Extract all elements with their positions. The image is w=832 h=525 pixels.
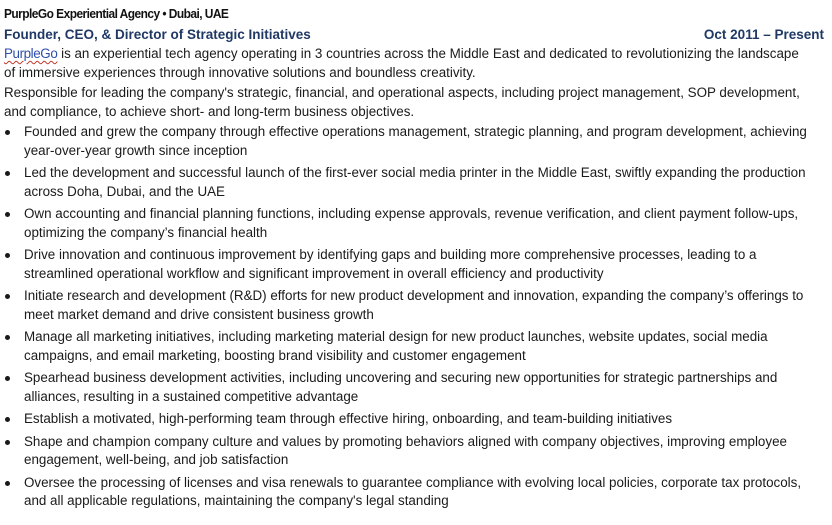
bullet-icon (5, 376, 10, 381)
intro-text: is an experiential tech agency operating in 3 countries across the Middle East and dedicated to revolutionizing the landscape of immersive experiences through innovative solutions and boundless creativity. (4, 46, 799, 80)
list-item-text: Oversee the processing of licenses and visa renewals to guarantee compliance with evolving local policies, corporate tax protocols, and all applicable regulations, maintaining the company's legal standing (24, 474, 802, 508)
responsibility-paragraph: Responsible for leading the company's strategic, financial, and operational aspects, including project management, SOP development, and compliance, to achieve short- and long-term business objectives. (4, 85, 800, 119)
company-line: PurpleGo Experiential Agency • Dubai, UAE (4, 6, 229, 21)
list-item (4, 205, 812, 242)
bullet-icon (5, 294, 10, 299)
role-dates: Oct 2011 – Present (703, 27, 824, 42)
bullet-icon (5, 417, 10, 422)
role-title: Founder, CEO, & Director of Strategic Initiatives (4, 27, 311, 42)
list-item (4, 246, 812, 283)
list-item-text: Founded and grew the company through effective operations management, strategic planning, and program development, achieving year-over-year growth since inception (24, 124, 807, 158)
bullet-icon (5, 212, 10, 217)
list-item (4, 287, 812, 324)
bullet-icon (5, 335, 10, 340)
list-item-text: Own accounting and financial planning functions, including expense approvals, revenue verification, and client payment follow-ups, optimizing the company’s financial health (24, 206, 799, 240)
list-item-text: Shape and champion company culture and values by promoting behaviors aligned with company objectives, improving employee engagement, well-being, and job satisfaction (24, 433, 787, 467)
bullet-icon (5, 440, 10, 445)
list-item (4, 433, 812, 470)
list-item (4, 369, 812, 406)
bullet-icon (5, 481, 10, 486)
bullet-icon (5, 130, 10, 135)
bullet-icon (5, 171, 10, 176)
role-row (4, 26, 824, 43)
list-item (4, 474, 812, 511)
list-item-text: Spearhead business development activities, including uncovering and securing new opportunities for strategic partnerships and alliances, resulting in a sustained competitive advantage (24, 370, 778, 404)
list-item (4, 123, 812, 160)
list-item-text: Drive innovation and continuous improvement by identifying gaps and building more comprehensive processes, leading to a streamlined operational workflow and significant improvement in overall efficiency and productivity (24, 247, 757, 281)
list-item-text: Initiate research and development (R&D) efforts for new product development and innovation, expanding the company’s offerings to meet market demand and drive consistent business growth (24, 288, 804, 322)
list-item (4, 164, 812, 201)
intro-paragraph (4, 45, 812, 82)
brand-name: PurpleGo (4, 46, 58, 61)
list-item-text: Manage all marketing initiatives, including marketing material design for new product launches, website updates, social media campaigns, and email marketing, boosting brand visibility and customer engagement (24, 329, 768, 363)
list-item (4, 328, 812, 365)
list-item (4, 410, 812, 429)
list-item-text: Led the development and successful launch of the first-ever social media printer in the Middle East, swiftly expanding the production across Doha, Dubai, and the UAE (24, 165, 806, 199)
list-item-text: Establish a motivated, high-performing team through effective hiring, onboarding, and team-building initiatives (24, 411, 673, 426)
bullet-icon (5, 253, 10, 258)
achievement-list (4, 123, 812, 511)
